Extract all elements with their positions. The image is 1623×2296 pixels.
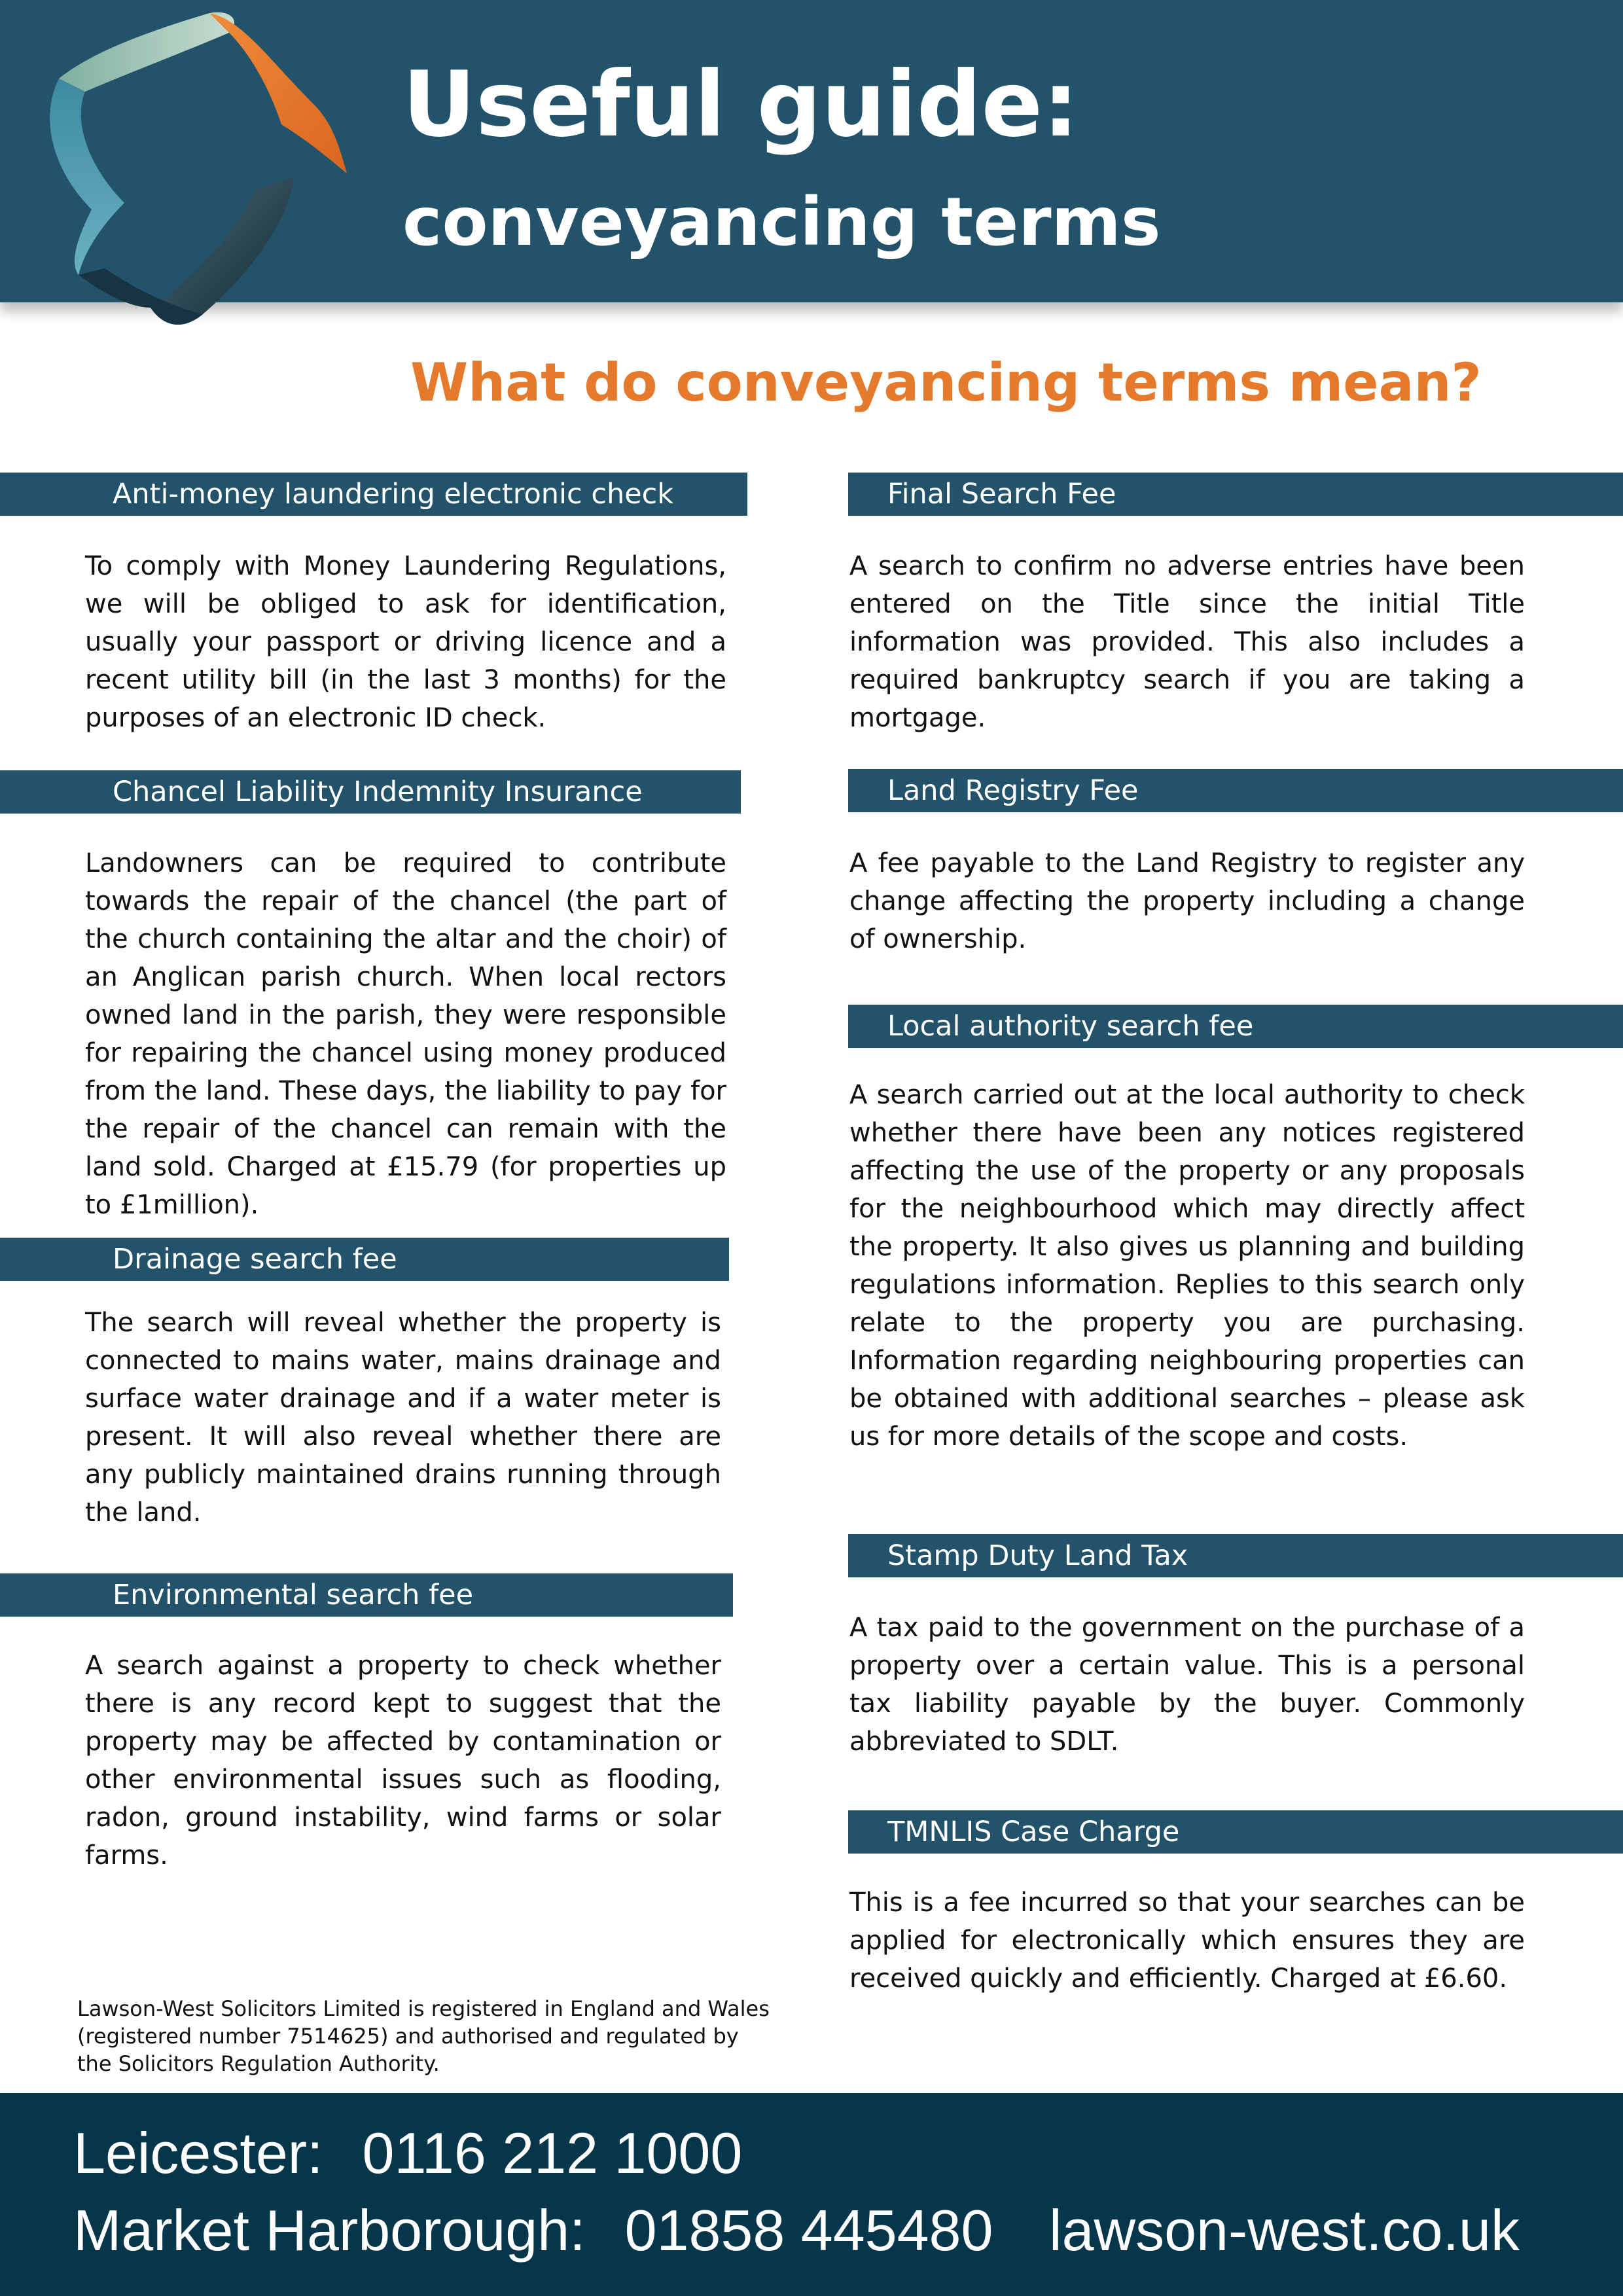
section-body-land-registry: A fee payable to the Land Registry to register any change affecting the property including a change of ownership.	[849, 848, 1525, 954]
section-body-anti-money-laundering: To comply with Money Laundering Regulations, we will be obliged to ask for identification, usually your passport or driving licence and a recent utility bill (in the last 3 months) for the purposes of an electronic ID check.	[85, 551, 726, 733]
section-body-drainage-search: The search will reveal whether the property is connected to mains water, mains drainage and surface water drainage and if a water meter is present. It will also reveal whether there are any publicly maintained drains running through the land.	[85, 1308, 721, 1528]
section-body-final-search: A search to confirm no adverse entries have been entered on the Title since the initial Title information was provided. This also includes a required bankruptcy search if you are taking a mortgage.	[849, 551, 1525, 733]
section-heading-stamp-duty: Stamp Duty Land Tax	[848, 1534, 1623, 1577]
page-title: Useful guide:	[402, 52, 1079, 157]
section-body-chancel-liability: Landowners can be required to contribute towards the repair of the chancel (the part of the church containing the altar and the choir) of an Anglican parish church. When local rectors owned land in the parish, they were responsible for repairing the chancel using money produced from the land. These days, the liability to pay for the repair of the chancel can remain with the land sold. Charged at £15.79 (for properties up to £1million).	[85, 848, 726, 1220]
contact-leicester	[73, 2121, 742, 2186]
section-body-local-authority-search: A search carried out at the local authority to check whether there have been any notices registered affecting the use of the property or any proposals for the neighbourhood which may directly affect the property. It also gives us planning and building regulations information. Replies to this search only relate to the property you are purchasing. Information regarding neighbouring properties can be obtained with additional searches – please ask us for more details of the scope and costs.	[849, 1080, 1525, 1452]
section-heading-tmnlis-case-charge: TMNLIS Case Charge	[848, 1810, 1623, 1854]
contact-market-harborough	[73, 2198, 993, 2263]
section-question: What do conveyancing terms mean?	[410, 352, 1482, 413]
section-heading-environmental-search: Environmental search fee	[0, 1573, 733, 1617]
section-heading-land-registry: Land Registry Fee	[848, 769, 1623, 812]
section-body-stamp-duty: A tax paid to the government on the purchase of a property over a certain value. This is a personal tax liability payable by the buyer. Commonly abbreviated to SDLT.	[849, 1613, 1525, 1757]
section-heading-anti-money-laundering: Anti-money laundering electronic check	[0, 473, 747, 516]
contact-phone-market-harborough[interactable]: 01858 445480	[624, 2198, 993, 2263]
section-body-tmnlis-case-charge: This is a fee incurred so that your searches can be applied for electronically which ensures they are received quickly and efficiently. Charged at £6.60.	[849, 1888, 1525, 1994]
page-subtitle: conveyancing terms	[402, 183, 1161, 261]
section-body-environmental-search: A search against a property to check whether there is any record kept to suggest that the property may be affected by contamination or other environmental issues such as flooding, radon, ground instability, wind farms or solar farms.	[85, 1651, 721, 1871]
website-link[interactable]: lawson-west.co.uk	[1049, 2198, 1520, 2263]
contact-place-leicester: Leicester:	[73, 2121, 323, 2185]
legal-notice: Lawson-West Solicitors Limited is registered in England and Wales (registered number 7514625) and authorised and regulated by the Solicitors Regulation Authority.	[77, 1996, 770, 2076]
section-heading-final-search: Final Search Fee	[848, 473, 1623, 516]
contact-phone-leicester[interactable]: 0116 212 1000	[362, 2121, 743, 2185]
contact-place-market-harborough: Market Harborough:	[73, 2198, 586, 2263]
section-heading-chancel-liability: Chancel Liability Indemnity Insurance	[0, 770, 741, 814]
section-heading-local-authority-search: Local authority search fee	[848, 1005, 1623, 1048]
ribbon-star-logo	[33, 0, 360, 334]
section-heading-drainage-search: Drainage search fee	[0, 1238, 729, 1281]
